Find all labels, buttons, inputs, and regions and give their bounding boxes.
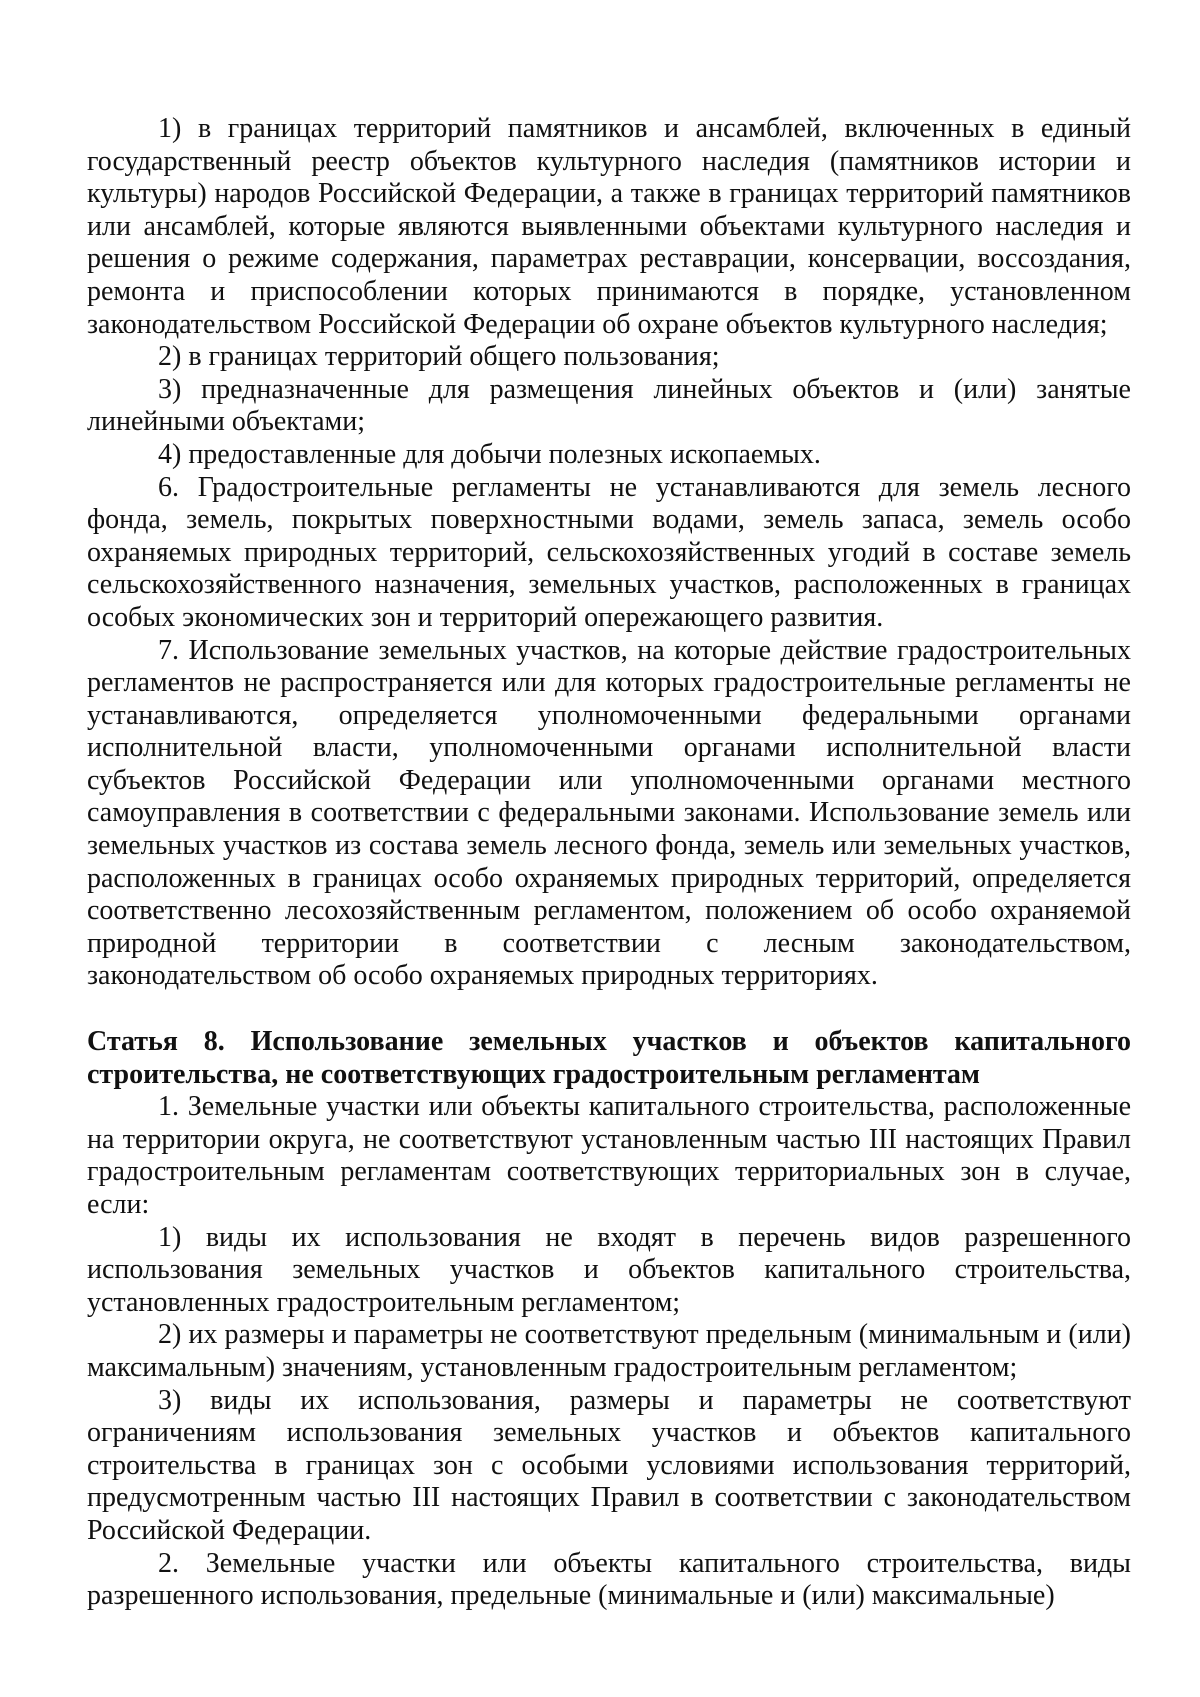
- paragraph-article8-clause-1: 1. Земельные участки или объекты капитального строительства, расположенные на территории округа, не соответствуют установленным частью III настоящих Правил градостроительным регламентам соответствующих территориальных зон в случае, если:: [87, 1091, 1131, 1220]
- paragraph-item-4-minerals: 4) предоставленные для добычи полезных ископаемых.: [158, 438, 821, 470]
- article-8-heading: Статья 8. Использование земельных участков и объектов капитального строительства, не соответствующих градостроительным регламентам: [87, 1026, 1131, 1090]
- paragraph-item-2-public-use: 2) в границах территорий общего пользования;: [158, 341, 720, 373]
- paragraph-article8-item-2: 2) их размеры и параметры не соответствуют предельным (минимальным и (или) максимальным) значениям, установленным градостроительным регламентом;: [87, 1319, 1131, 1383]
- paragraph-article8-item-1: 1) виды их использования не входят в перечень видов разрешенного использования земельных участков и объектов капитального строительства, установленных градостроительным регламентом;: [87, 1221, 1131, 1318]
- paragraph-article8-item-3: 3) виды их использования, размеры и параметры не соответствуют ограничениям использования земельных участков и объектов капитального строительства в границах зон с особыми условиями использования территорий, предусмотренным частью III настоящих Правил в соответствии с законодательством Российской Федерации.: [87, 1384, 1131, 1546]
- paragraph-item-3-linear-objects: 3) предназначенные для размещения линейных объектов и (или) занятые линейными объектами;: [87, 373, 1131, 438]
- paragraph-clause-7: 7. Использование земельных участков, на которые действие градостроительных регламентов не распространяется или для которых градостроительные регламенты не устанавливаются, определяется уполномоченными федеральными органами исполнительной власти, уполномоченными органами исполнительной власти субъектов Российской Федерации или уполномоченными органами местного самоуправления в соответствии с федеральными законами. Использование земель или земельных участков из состава земель лесного фонда, земель или земельных участков, расположенных в границах особо охраняемых природных территорий, определяется соответственно лесохозяйственным регламентом, положением об особо охраняемой природной территории в соответствии с лесным законодательством, законодательством об особо охраняемых природных территориях.: [87, 634, 1131, 992]
- paragraph-article8-clause-2: 2. Земельные участки или объекты капитального строительства, виды разрешенного использования, предельные (минимальные и (или) максимальные): [87, 1547, 1131, 1612]
- document-page: [87, 113, 1131, 1613]
- paragraph-item-1-heritage: 1) в границах территорий памятников и ансамблей, включенных в единый государственный реестр объектов культурного наследия (памятников истории и культуры) народов Российской Федерации, а также в границах территорий памятников или ансамблей, которые являются выявленными объектами культурного наследия и решения о режиме содержания, параметрах реставрации, консервации, воссоздания, ремонта и приспособлении которых принимаются в порядке, установленном законодательством Российской Федерации об охране объектов культурного наследия;: [87, 113, 1131, 340]
- paragraph-clause-6: 6. Градостроительные регламенты не устанавливаются для земель лесного фонда, земель, покрытых поверхностными водами, земель запаса, земель особо охраняемых природных территорий, сельскохозяйственных угодий в составе земель сельскохозяйственного назначения, земельных участков, расположенных в границах особых экономических зон и территорий опережающего развития.: [87, 471, 1131, 633]
